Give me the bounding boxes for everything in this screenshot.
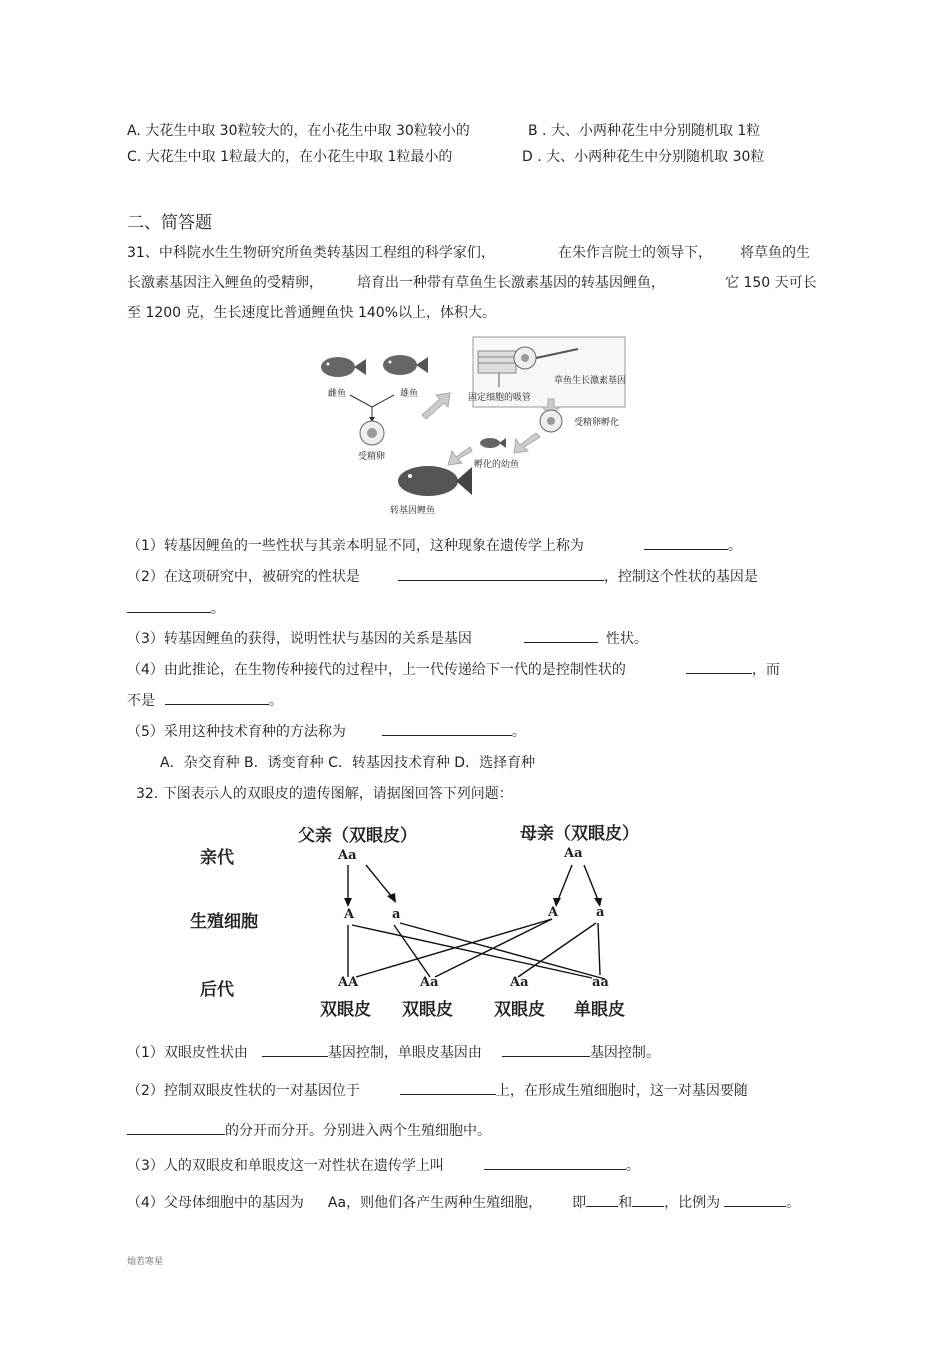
father-genotype: Aa xyxy=(338,848,357,863)
female-fish-icon xyxy=(321,357,366,377)
answer-blank[interactable] xyxy=(724,1192,786,1207)
offspring-phenotype: 双眼皮 xyxy=(320,1000,371,1020)
answer-blank[interactable] xyxy=(165,690,269,705)
q31-sub4: （4）由此推论，在生物传种接代的过程中，上一代传递给下一代的是控制性状的 ，而 xyxy=(127,659,780,679)
offspring-phenotype: 双眼皮 xyxy=(494,1000,545,1020)
q32-sub3: （3）人的双眼皮和单眼皮这一对性状在遗传学上叫 。 xyxy=(127,1155,640,1175)
arrow-icon xyxy=(514,433,540,453)
q32-sub2: （2）控制双眼皮性状的一对基因位于 上，在形成生殖细胞时，这一对基因要随 xyxy=(127,1080,748,1100)
mother-genotype: Aa xyxy=(564,846,583,861)
inheritance-diagram xyxy=(180,815,660,1025)
answer-blank[interactable] xyxy=(127,598,211,613)
arrow-icon xyxy=(448,447,472,465)
q31-sub1: （1）转基因鲤鱼的一些性状与其亲本明显不同，这种现象在遗传学上称为 。 xyxy=(127,535,742,555)
q32-sub4: （4）父母体细胞中的基因为 Aa，则他们各产生两种生殖细胞， 即 和 ，比例为 。 xyxy=(127,1192,800,1212)
answer-blank[interactable] xyxy=(382,721,512,736)
answer-blank[interactable] xyxy=(398,566,604,581)
father-label: 父亲（双眼皮） xyxy=(298,826,417,846)
q31-text: 长激素基因注入鲤鱼的受精卵， xyxy=(127,275,323,291)
mother-label: 母亲（双眼皮） xyxy=(520,824,639,844)
transgenic-carp-icon xyxy=(398,466,472,496)
offspring-genotype: Aa xyxy=(510,975,529,990)
row-label-parent: 亲代 xyxy=(200,848,234,868)
option-line-b: B . 大、小两种花生中分别随机取 1粒 xyxy=(528,123,761,139)
answer-blank[interactable] xyxy=(632,1192,664,1207)
gamete-A: A xyxy=(344,907,355,922)
q31-sub2-cont: 。 xyxy=(127,598,225,618)
q31-sub3: （3）转基因鲤鱼的获得，说明性状与基因的关系是基因 性状。 xyxy=(127,628,648,648)
option-line-a: A. 大花生中取 30粒较大的，在小花生中取 30粒较小的 xyxy=(127,123,470,139)
transgenic-fish-figure xyxy=(310,335,650,520)
q31-sub5: （5）采用这种技术育种的方法称为 。 xyxy=(127,721,526,741)
q32-intro: 32. 下图表示人的双眼皮的遗传图解，请据图回答下列问题： xyxy=(136,786,513,802)
q31-text: 它 150 天可长 xyxy=(725,275,817,291)
male-fish-icon xyxy=(383,355,428,375)
answer-blank[interactable] xyxy=(262,1042,328,1057)
label-egg-hatch: 受精卵孵化 xyxy=(574,418,620,428)
label-female-fish: 雌鱼 xyxy=(328,389,347,399)
q31-text: 在朱作言院士的领导下， xyxy=(558,245,712,261)
answer-blank[interactable] xyxy=(484,1155,626,1170)
gamete-A: A xyxy=(548,905,559,920)
offspring-genotype: AA xyxy=(338,975,359,990)
offspring-genotype: Aa xyxy=(420,975,439,990)
row-label-offspring: 后代 xyxy=(200,980,234,1000)
offspring-phenotype: 双眼皮 xyxy=(402,1000,453,1020)
offspring-phenotype: 单眼皮 xyxy=(574,1000,625,1020)
label-male-fish: 雄鱼 xyxy=(400,389,419,399)
young-fish-icon xyxy=(480,438,506,448)
label-pipette: 固定细胞的吸管 xyxy=(468,393,532,403)
answer-blank[interactable] xyxy=(400,1080,496,1095)
label-gene: 草鱼生长激素基因 xyxy=(554,376,627,386)
gamete-a: a xyxy=(596,905,605,920)
answer-blank[interactable] xyxy=(644,535,728,550)
answer-blank[interactable] xyxy=(127,1120,225,1135)
label-young-fish: 孵化的幼鱼 xyxy=(474,460,520,470)
q31-text: 培育出一种带有草鱼生长激素基因的转基因鲤鱼， xyxy=(357,275,665,291)
q31-text: 将草鱼的生 xyxy=(740,245,810,261)
offspring-genotype: aa xyxy=(592,975,609,990)
section-title: 二、简答题 xyxy=(127,213,212,233)
gamete-a: a xyxy=(392,907,401,922)
q31-sub4-cont: 不是 。 xyxy=(127,690,283,710)
arrow-icon xyxy=(422,393,450,419)
footer-text: 灿若寒星 xyxy=(127,1257,164,1267)
answer-blank[interactable] xyxy=(524,628,598,643)
row-label-gamete: 生殖细胞 xyxy=(190,912,258,932)
q32-sub1: （1）双眼皮性状由 基因控制，单眼皮基因由 基因控制。 xyxy=(127,1042,660,1062)
label-transgenic-carp: 转基因鲤鱼 xyxy=(390,506,436,516)
q31-text: 31、中科院水生生物研究所鱼类转基因工程组的科学家们， xyxy=(127,245,495,261)
answer-blank[interactable] xyxy=(686,659,752,674)
option-line-c: C. 大花生中取 1粒最大的，在小花生中取 1粒最小的 xyxy=(127,149,453,165)
option-line-d: D . 大、小两种花生中分别随机取 30粒 xyxy=(522,149,765,165)
answer-blank[interactable] xyxy=(586,1192,618,1207)
q31-sub2: （2）在这项研究中，被研究的性状是 ，控制这个性状的基因是 xyxy=(127,566,758,586)
q32-sub2-cont: 的分开而分开。分别进入两个生殖细胞中。 xyxy=(127,1120,491,1140)
q31-choices: A．杂交育种 B．诱变育种 C．转基因技术育种 D．选择育种 xyxy=(160,755,536,771)
answer-blank[interactable] xyxy=(502,1042,590,1057)
egg-hatch-icon xyxy=(540,410,562,432)
label-fertilized-egg: 受精卵 xyxy=(358,452,386,462)
fertilized-egg-icon xyxy=(360,421,384,445)
q31-text: 至 1200 克，生长速度比普通鲤鱼快 140%以上，体积大。 xyxy=(127,305,497,321)
